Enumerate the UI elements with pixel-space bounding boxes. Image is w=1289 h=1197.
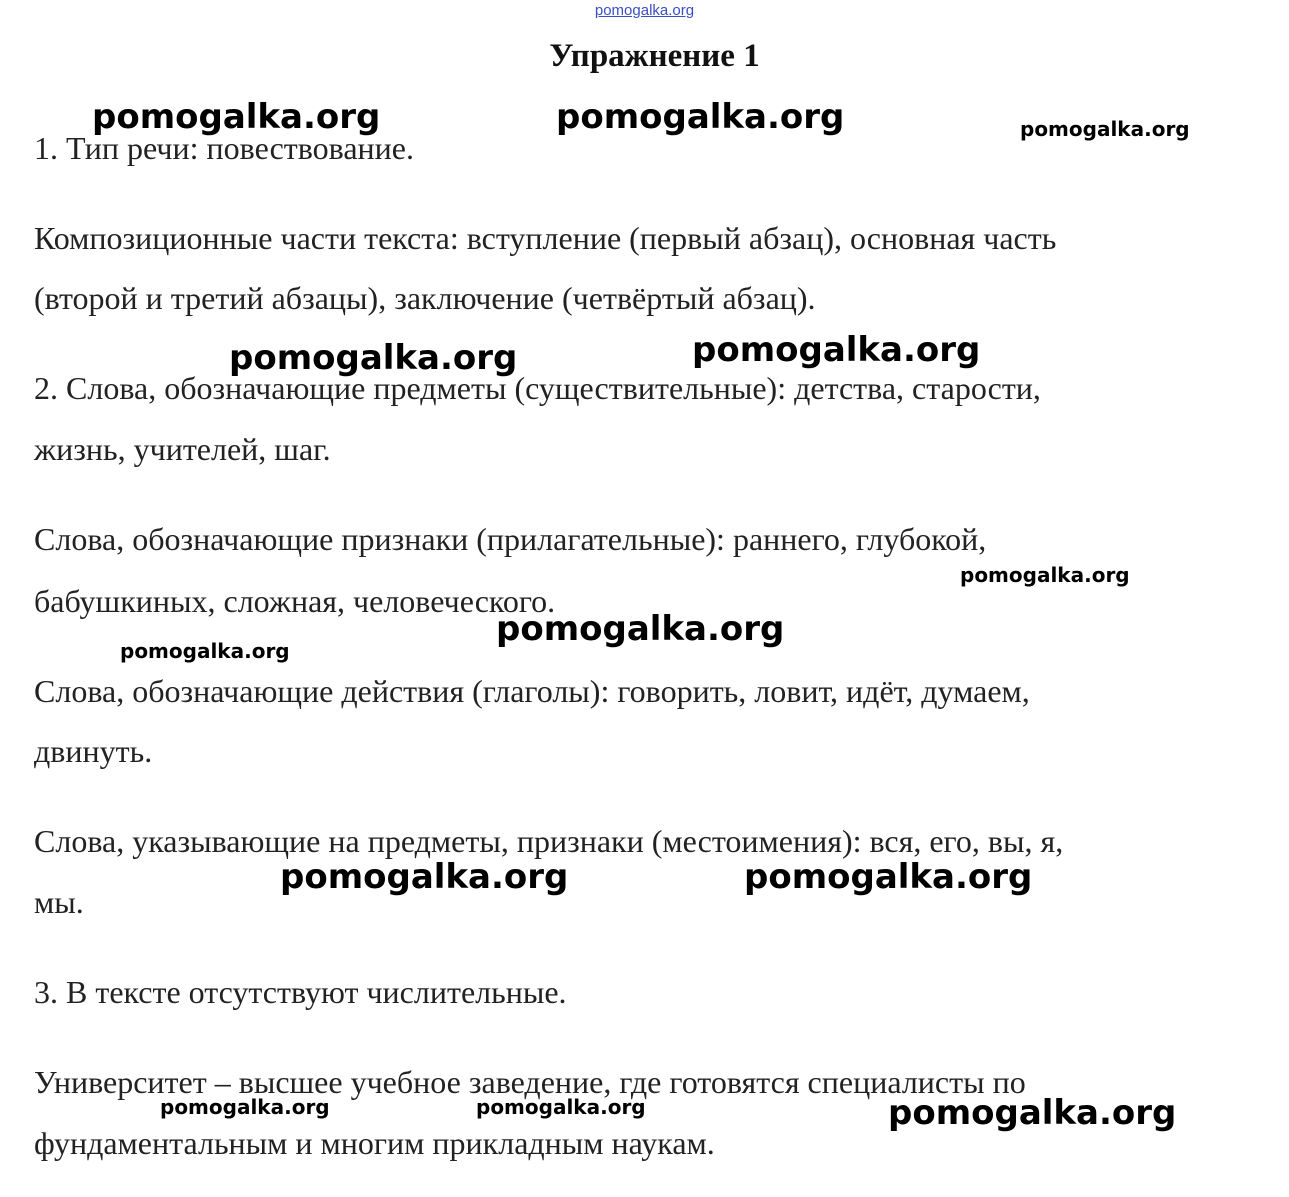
watermark: pomogalka.org <box>1020 117 1190 141</box>
watermark: pomogalka.org <box>744 857 1033 897</box>
watermark: pomogalka.org <box>556 97 845 137</box>
text-line-10: Слова, указывающие на предметы, признаки (местоимения): вся, его, вы, я, <box>34 823 1064 859</box>
text-line-3: (второй и третий абзацы), заключение (четвёртый абзац). <box>34 280 816 316</box>
text-line-1: 1. Тип речи: повествование. <box>34 130 414 166</box>
text-line-9: двинуть. <box>34 733 153 769</box>
watermark: pomogalka.org <box>229 338 518 378</box>
text-line-8: Слова, обозначающие действия (глаголы): говорить, ловит, идёт, думаем, <box>34 673 1030 709</box>
watermark: pomogalka.org <box>888 1093 1177 1133</box>
text-line-11: мы. <box>34 884 84 920</box>
text-line-13: Университет – высшее учебное заведение, где готовятся специалисты по <box>34 1064 1026 1100</box>
watermark: pomogalka.org <box>160 1095 330 1119</box>
watermark: pomogalka.org <box>496 609 785 649</box>
watermark: pomogalka.org <box>692 330 981 370</box>
site-link[interactable]: pomogalka.org <box>594 2 695 19</box>
page-title: Упражнение 1 <box>549 38 760 74</box>
text-line-14: фундаментальным и многим прикладным наукам. <box>34 1125 715 1161</box>
text-line-12: 3. В тексте отсутствуют числительные. <box>34 974 567 1010</box>
text-line-5: жизнь, учителей, шаг. <box>34 431 331 467</box>
watermark: pomogalka.org <box>120 639 290 663</box>
watermark: pomogalka.org <box>476 1095 646 1119</box>
text-line-7: бабушкиных, сложная, человеческого. <box>34 583 556 619</box>
watermark: pomogalka.org <box>92 97 381 137</box>
watermark: pomogalka.org <box>280 857 569 897</box>
text-line-4: 2. Слова, обозначающие предметы (существительные): детства, старости, <box>34 370 1041 406</box>
text-line-2: Композиционные части текста: вступление (первый абзац), основная часть <box>34 220 1057 256</box>
text-line-6: Слова, обозначающие признаки (прилагательные): раннего, глубокой, <box>34 521 987 557</box>
watermark: pomogalka.org <box>960 563 1130 587</box>
